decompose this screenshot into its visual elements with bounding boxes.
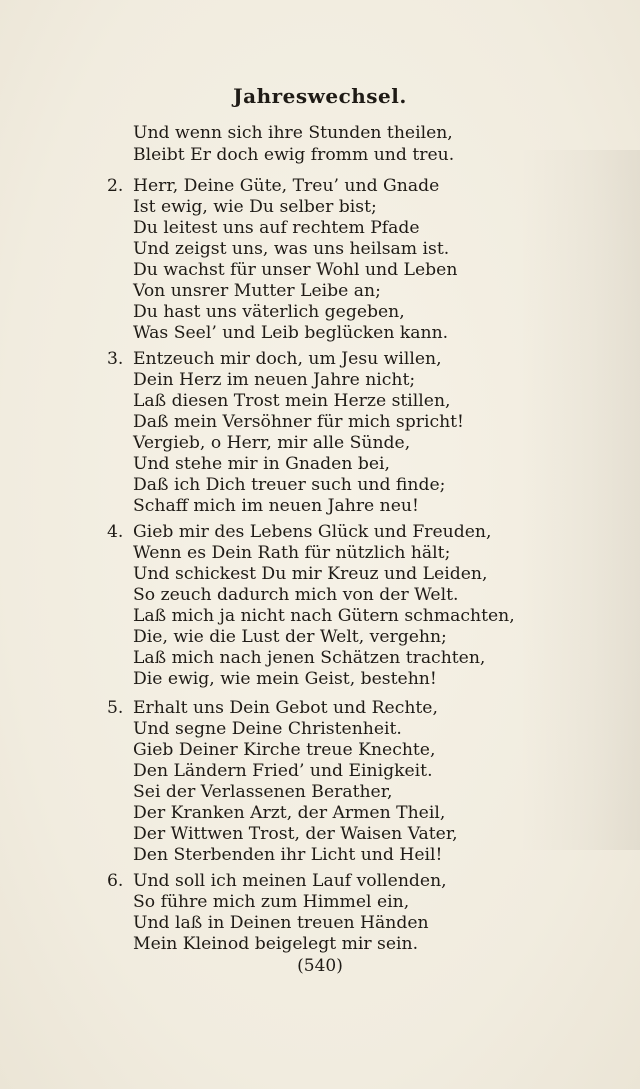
verse-line: Mein Kleinod beigelegt mir sein. <box>133 934 419 954</box>
page-number: (540) <box>297 956 343 976</box>
show-through-shadow <box>520 150 640 850</box>
stanza-number: 3. <box>107 349 124 369</box>
verse-line: Den Ländern Fried’ und Einigkeit. <box>133 761 433 781</box>
page-title: Jahreswechsel. <box>233 84 407 108</box>
verse-line: Von unsrer Mutter Leibe an; <box>133 281 381 301</box>
verse-line: Daß ich Dich treuer such und finde; <box>133 475 446 495</box>
verse-line: Die, wie die Lust der Welt, vergehn; <box>133 627 447 647</box>
verse-line: Sei der Verlassenen Berather, <box>133 782 393 802</box>
verse-line: So führe mich zum Himmel ein, <box>133 892 410 912</box>
verse-line: Bleibt Er doch ewig fromm und treu. <box>133 145 455 165</box>
verse-line: Und segne Deine Christenheit. <box>133 719 402 739</box>
stanza-number: 4. <box>107 522 124 542</box>
verse-line: Gieb Deiner Kirche treue Knechte, <box>133 740 436 760</box>
verse-line: Daß mein Versöhner für mich spricht! <box>133 412 464 432</box>
verse-line: Du wachst für unser Wohl und Leben <box>133 260 458 280</box>
verse-line: Herr, Deine Güte, Treu’ und Gnade <box>133 176 440 196</box>
verse-line: Was Seel’ und Leib beglücken kann. <box>133 323 449 343</box>
verse-line: Den Sterbenden ihr Licht und Heil! <box>133 845 443 865</box>
verse-line: Gieb mir des Lebens Glück und Freuden, <box>133 522 492 542</box>
verse-line: Und soll ich meinen Lauf vollenden, <box>133 871 447 891</box>
verse-line: Ist ewig, wie Du selber bist; <box>133 197 377 217</box>
verse-line: Schaff mich im neuen Jahre neu! <box>133 496 419 516</box>
verse-line: So zeuch dadurch mich von der Welt. <box>133 585 459 605</box>
verse-line: Laß mich nach jenen Schätzen trachten, <box>133 648 486 668</box>
verse-line: Der Wittwen Trost, der Waisen Vater, <box>133 824 458 844</box>
verse-line: Laß mich ja nicht nach Gütern schmachten, <box>133 606 515 626</box>
verse-line: Und schickest Du mir Kreuz und Leiden, <box>133 564 488 584</box>
verse-line: Die ewig, wie mein Geist, bestehn! <box>133 669 437 689</box>
stanza-number: 2. <box>107 176 124 196</box>
verse-line: Und wenn sich ihre Stunden theilen, <box>133 123 453 143</box>
verse-line: Du leitest uns auf rechtem Pfade <box>133 218 420 238</box>
stanza-number: 6. <box>107 871 124 891</box>
stanza-number: 5. <box>107 698 124 718</box>
verse-line: Laß diesen Trost mein Herze stillen, <box>133 391 451 411</box>
verse-line: Und stehe mir in Gnaden bei, <box>133 454 391 474</box>
verse-line: Du hast uns väterlich gegeben, <box>133 302 405 322</box>
verse-line: Dein Herz im neuen Jahre nicht; <box>133 370 416 390</box>
verse-line: Der Kranken Arzt, der Armen Theil, <box>133 803 446 823</box>
verse-line: Entzeuch mir doch, um Jesu willen, <box>133 349 442 369</box>
verse-line: Und laß in Deinen treuen Händen <box>133 913 429 933</box>
verse-line: Und zeigst uns, was uns heilsam ist. <box>133 239 450 259</box>
verse-line: Vergieb, o Herr, mir alle Sünde, <box>133 433 411 453</box>
verse-line: Erhalt uns Dein Gebot und Rechte, <box>133 698 438 718</box>
verse-line: Wenn es Dein Rath für nützlich hält; <box>133 543 451 563</box>
